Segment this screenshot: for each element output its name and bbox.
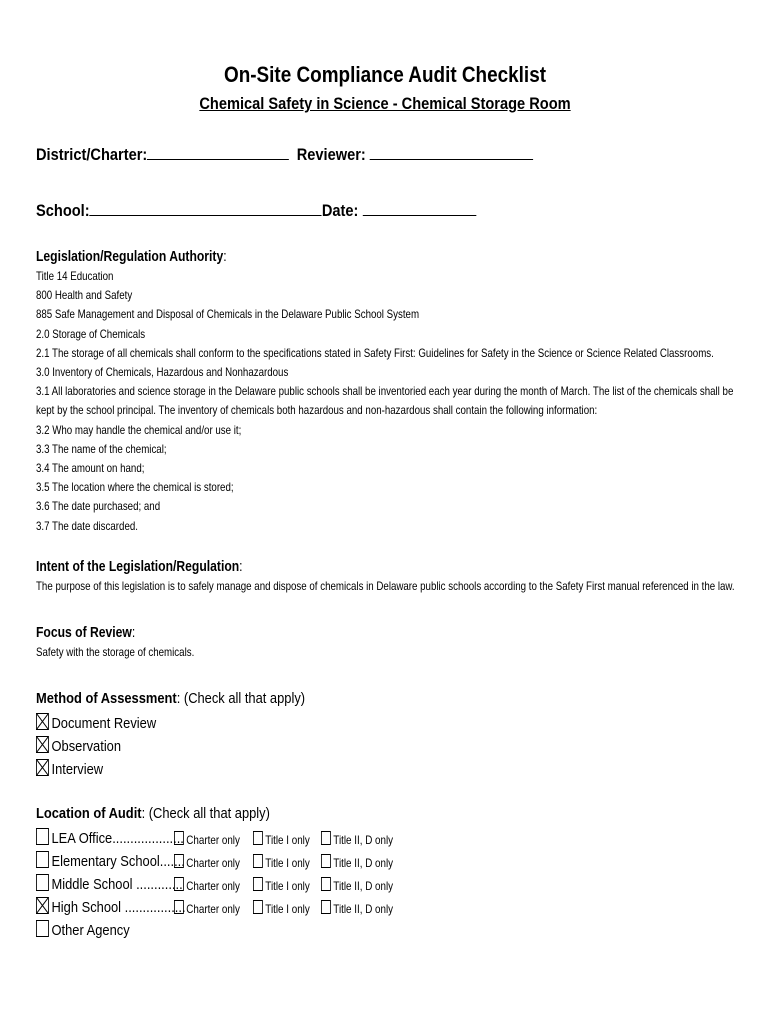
date-label: Date: xyxy=(321,201,359,220)
legislation-line: 3.3 The name of the chemical; xyxy=(36,441,167,456)
location-option[interactable] xyxy=(36,920,130,939)
method-option-label: Observation xyxy=(51,738,122,755)
school-field[interactable] xyxy=(90,199,322,216)
title-i-label: Title I only xyxy=(265,856,310,870)
checkbox-empty-icon[interactable] xyxy=(253,831,263,845)
location-row xyxy=(36,920,756,942)
method-option[interactable] xyxy=(36,759,103,779)
checkbox-empty-icon[interactable] xyxy=(321,877,331,891)
legislation-line: 3.5 The location where the chemical is stored; xyxy=(36,480,234,495)
title-i-label: Title I only xyxy=(265,879,310,893)
title-i-option[interactable] xyxy=(253,900,310,916)
legislation-line: 3.6 The date purchased; and xyxy=(36,499,161,514)
checkbox-empty-icon[interactable] xyxy=(174,877,184,891)
title-i-option[interactable] xyxy=(253,854,310,870)
checkbox-empty-icon[interactable] xyxy=(253,900,263,914)
date-field[interactable] xyxy=(362,199,476,216)
legislation-line: 3.2 Who may handle the chemical and/or use it; xyxy=(36,422,242,437)
method-heading: Method of Assessment: (Check all that apply) xyxy=(36,690,306,707)
location-leader: .................... xyxy=(112,830,184,847)
location-option[interactable] xyxy=(36,828,184,847)
legislation-section xyxy=(36,248,734,536)
focus-section xyxy=(36,624,725,662)
district-label: District/Charter: xyxy=(36,145,148,164)
location-row xyxy=(36,897,756,919)
location-row xyxy=(36,874,756,896)
location-label: High School xyxy=(51,899,122,916)
location-option[interactable] xyxy=(36,851,185,870)
charter-only-option[interactable] xyxy=(174,831,240,847)
legislation-line: 2.0 Storage of Chemicals xyxy=(36,326,146,341)
location-label: LEA Office xyxy=(51,830,113,847)
reviewer-field[interactable] xyxy=(370,143,533,160)
location-label: Middle School xyxy=(51,876,133,893)
location-row xyxy=(36,828,756,850)
legislation-line: 885 Safe Management and Disposal of Chemicals in the Delaware Public School System xyxy=(36,307,420,322)
title-ii-d-label: Title II, D only xyxy=(333,902,394,916)
charter-only-label: Charter only xyxy=(186,879,240,893)
charter-only-label: Charter only xyxy=(186,833,240,847)
intent-section xyxy=(36,558,735,596)
location-option[interactable] xyxy=(36,874,183,893)
title-i-option[interactable] xyxy=(253,877,310,893)
district-field[interactable] xyxy=(147,143,289,160)
checkbox-checked-icon[interactable] xyxy=(36,897,49,914)
method-option-label: Document Review xyxy=(51,715,157,732)
location-heading: Location of Audit: (Check all that apply) xyxy=(36,805,270,822)
checkbox-empty-icon[interactable] xyxy=(321,854,331,868)
checkbox-empty-icon[interactable] xyxy=(321,831,331,845)
legislation-line: kept by the school principal. The inventory of chemicals both hazardous and non-hazardous shall contain the following information: xyxy=(36,403,598,418)
checkbox-empty-icon[interactable] xyxy=(174,900,184,914)
charter-only-option[interactable] xyxy=(174,854,240,870)
intent-heading: Intent of the Legislation/Regulation: xyxy=(36,558,243,575)
method-option-label: Interview xyxy=(51,761,104,778)
location-leader: ............. xyxy=(132,876,183,893)
location-option[interactable] xyxy=(36,897,186,916)
legislation-line: 3.1 All laboratories and science storage in the Delaware public schools shall be inventoried each year during the month of March. The list of the chemicals shall be xyxy=(36,384,734,399)
page-subtitle: Chemical Safety in Science - Chemical Storage Room xyxy=(199,94,571,113)
title-ii-d-label: Title II, D only xyxy=(333,856,394,870)
checkbox-empty-icon[interactable] xyxy=(36,851,49,868)
school-date-row xyxy=(36,199,476,221)
legislation-line: 2.1 The storage of all chemicals shall conform to the specifications stated in Safety First: Guidelines for Safety in the Science or Science Related Classrooms. xyxy=(36,345,714,360)
charter-only-label: Charter only xyxy=(186,902,240,916)
checkbox-checked-icon[interactable] xyxy=(36,759,49,776)
checkbox-empty-icon[interactable] xyxy=(174,854,184,868)
legislation-heading: Legislation/Regulation Authority: xyxy=(36,248,227,265)
method-option[interactable] xyxy=(36,713,156,733)
checkbox-checked-icon[interactable] xyxy=(36,713,49,730)
location-leader: ....... xyxy=(159,853,185,870)
school-label: School: xyxy=(36,201,90,220)
checkbox-empty-icon[interactable] xyxy=(253,854,263,868)
charter-only-label: Charter only xyxy=(186,856,240,870)
legislation-line: 800 Health and Safety xyxy=(36,288,133,303)
focus-heading: Focus of Review: xyxy=(36,624,136,641)
title-ii-d-option[interactable] xyxy=(321,900,393,916)
checkbox-empty-icon[interactable] xyxy=(36,920,49,937)
title-i-label: Title I only xyxy=(265,833,310,847)
charter-only-option[interactable] xyxy=(174,877,240,893)
location-row xyxy=(36,851,756,873)
location-label: Other Agency xyxy=(51,922,130,939)
intent-text: The purpose of this legislation is to safely manage and dispose of chemicals in Delaware public schools according to the Safety First manual referenced in the law. xyxy=(36,579,735,593)
title-ii-d-label: Title II, D only xyxy=(333,833,394,847)
checkbox-checked-icon[interactable] xyxy=(36,736,49,753)
checkbox-empty-icon[interactable] xyxy=(36,874,49,891)
checkbox-empty-icon[interactable] xyxy=(174,831,184,845)
checkbox-empty-icon[interactable] xyxy=(36,828,49,845)
legislation-line: 3.0 Inventory of Chemicals, Hazardous and Nonhazardous xyxy=(36,365,289,380)
title-ii-d-label: Title II, D only xyxy=(333,879,394,893)
legislation-line: 3.7 The date discarded. xyxy=(36,518,138,533)
page-title: On-Site Compliance Audit Checklist xyxy=(223,62,547,87)
district-reviewer-row xyxy=(36,143,533,165)
checkbox-empty-icon[interactable] xyxy=(253,877,263,891)
checkbox-empty-icon[interactable] xyxy=(321,900,331,914)
location-label: Elementary School xyxy=(51,853,160,870)
legislation-line: 3.4 The amount on hand; xyxy=(36,461,145,476)
title-ii-d-option[interactable] xyxy=(321,877,393,893)
title-ii-d-option[interactable] xyxy=(321,831,393,847)
title-i-option[interactable] xyxy=(253,831,310,847)
location-leader: ................. xyxy=(121,899,186,916)
legislation-line: Title 14 Education xyxy=(36,269,114,283)
title-i-label: Title I only xyxy=(265,902,310,916)
method-option[interactable] xyxy=(36,736,121,756)
legislation-lines xyxy=(36,267,734,536)
charter-only-option[interactable] xyxy=(174,900,240,916)
reviewer-label: Reviewer: xyxy=(296,145,366,164)
title-ii-d-option[interactable] xyxy=(321,854,393,870)
focus-text: Safety with the storage of chemicals. xyxy=(36,645,195,659)
